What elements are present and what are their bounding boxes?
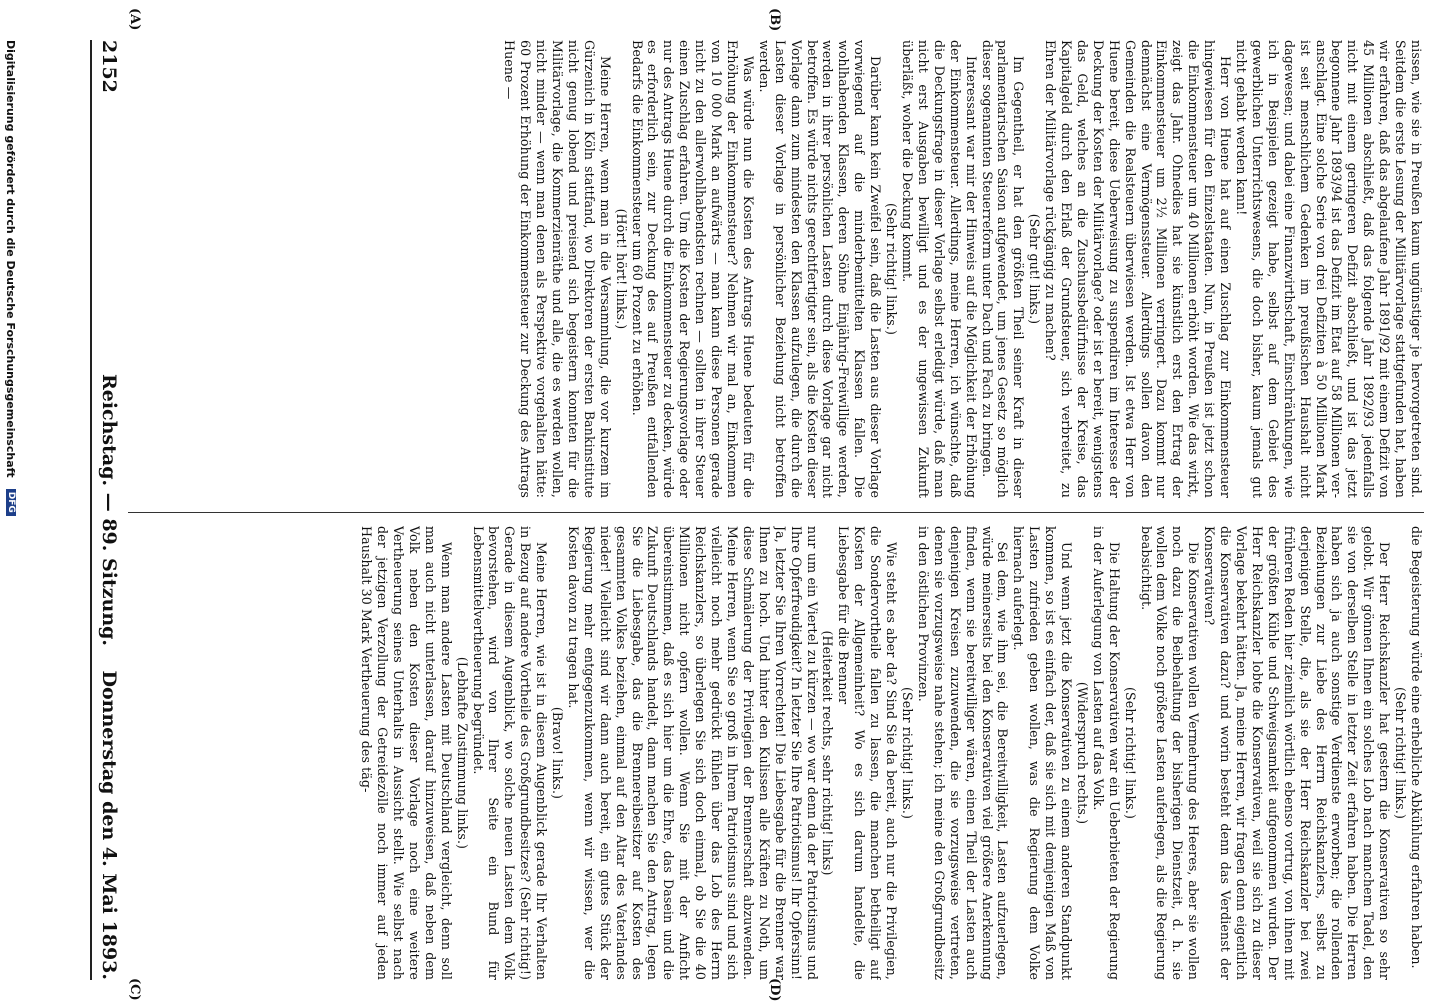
paragraph: Die Konservativen wollen Vermehrung des Heeres, aber sie wollen noch dazu die Beibehaltung der bisherigen Dienstzeit, d. h. sie wollen dem Volke noch größere Lasten auferlegen, als die Regierung beabsichtigt. [1138,526,1202,980]
paragraph: Im Gegentheil, er hat den größten Theil seiner Kraft in dieser parlamentarischen Saison aufgewendet, um jenes Gesetz so möglich dieser sogenannten Steuerreform unter Dach und Fach zu bringen. [979,40,1027,498]
remark: (Widerspruch rechts.) [1074,681,1090,825]
paragraph: Und wenn jetzt die Konservativen zu einem anderen Standpunkt kommen, so ist es einfach der, daß sie sich mit demjenigen Maß von Lasten zufrieden geben wollen, was die Regierung dem Volke hiernach auferlegt. [1011,526,1075,980]
page-header [96,40,120,980]
margin-label-a: (A) [127,8,142,31]
header-rule [90,40,92,980]
right-column [128,526,1424,980]
paragraph: die Begeisterung würde eine erhebliche Abkühlung erfahren haben. [1409,526,1424,969]
paragraph: Der Herr Reichskanzler hat gestern die Konservativen so sehr gelobt. Wir gönnen Ihnen ein solches Lob nach manchem Tadel, den sie von derselben Stelle in letzter Zeit erfahren haben. Die Herren haben sich ja auch sonstige Verdienste erworben; die rollenden Beziehungen zur Liebe des Herrn Reichskanzlers, selbst zu derjenigen Stelle, die, als sie der Herr Reichskanzler bei zwei früheren Reden hier ziemlich wörtlich ebenso vortrug, von ihnen mit der größten Kühle und Schweigsamkeit aufgenommen wurden. Der Herr Reichskanzler lobte die Konservativen, weil sie sich zu dieser Vorlage bekehrt hätten. Ja, meine Herren, wir fragen denn eigentlich die Konservativen dazu? und worin besteht denn das Verdienst der Konservativen? [1202,526,1393,980]
paragraph: Interessant war mir der Hinweis auf die Möglichkeit der Erhöhung der Einkommensteuer. Allerdings, meine Herren, ich wünschte, daß die Deckungsfrage in dieser Vorlage selbst erledigt würde, daß man nicht erst Ausgaben bewilligt und es der ungewissen Zukunft überläßt, woher die Deckung kommt. [900,40,979,498]
column-divider [128,512,1424,513]
margin-label-d: (D) [767,978,782,1002]
left-column [128,40,1424,498]
paragraph: Darüber kann kein Zweifel sein, daß die Lasten aus dieser Vorlage vorwiegend auf die minderbemittelten Klassen fallen. Die wohlhabenden Klassen, deren Söhne Einjährig-Freiwillige werden, werden in ihrer persönlichen Lasten durch diese Vorlage gar nicht betroffen. Es würde nichts gerechtfertigter sein, als die Kosten dieser Vorlage dann zum mindesten den Klassen aufzulegen, die durch die Lasten dieser Vorlage in persönlicher Beziehung nicht betroffen werden. [756,40,884,498]
paragraph: Meine Herren, wenn man in die Versammlung, die vor kurzem im Gürzenich in Köln stattfand, wo Direktoren der ersten Bankinstitute nicht genug lobend und preisend sich begeistern konnten für die Militärvorlage, die Kommerzienräthe und alle, die es werden wollen, nicht minder — wenn man denen als Perspektive vorgehalten hätte: 60 Prozent Erhöhung der Einkommensteuer zur Deckung des Antrags Huene — [502,40,613,498]
paragraph: nissen, wie sie in Preußen kaum ungünstiger je hervorgetreten sind. Seitdem die erste Lesung der Militärvorlage stattgefunden hat, haben wir erfahren, daß das abgelaufene Jahr 1891/92 mit einem Defizit von 45 Millionen abschließt, daß das folgende Jahr 1892/93 jedenfalls nicht mit einem geringeren Defizit abschließt, und ist das jetzt begonnene Jahr 1893/94 ist das Defizit im Etat auf 58 Millionen veranschlagt. Eine solche Serie von drei Defiziten à 50 Millionen Mark ist seit menschlichem Gedenken im preußischen Haushalt nicht dagewesen; und dabei eine Finanzwirthschaft, Einschränkungen, wie ich in Beispielen gezeigt habe, selbst auf dem Gebiet des gewerblichen Unterrichtswesens, die doch bisher, kaum jemals gut nicht gehabt werden kann! [1234,40,1424,498]
margin-label-b: (B) [767,8,782,32]
remark: (Lebhafte Zustimmung links.) [454,656,470,850]
remark: (Heiterkeit rechts, sehr richtig! links) [820,630,836,876]
paragraph: Was würde nun die Kosten des Antrags Huene bedeuten für die Erhöhung der Einkommensteuer? Nehmen wir mal an, Einkommen von 10 000 Mark an aufwärts — man kann diese Personen gerade nicht zu den allerwohlhabendsten rechnen — sollten in ihrer Steuer einen Zuschlag erfahren. Um die Kosten der Regierungsvorlage oder nur des Antrags Huene durch die Einkommensteuer zu decken, würde es erforderlich sein, zur Deckung des auf Preußen entfallenden Bedarfs die Einkommensteuer um 60 Prozent zu erhöhen. [629,40,756,498]
remark: (Sehr richtig! links.) [1393,687,1409,819]
session-date: Donnerstag den 4. Mai 1893. [98,670,120,980]
dfg-logo: DFG [7,489,17,516]
paragraph: nur um ein Viertel zu kürzen — wo war denn da der Patriotismus und Ihre Opferfreudigkeit? In letzter Sie Ihre Patriotismus! Ihr Opfersinn! Ja, letzter Sie Ihren Vorrechten! Die Liebesgabe für die Brenner war Ihnen zu hoch. Und hinter den Kulissen alle Kräften zu Noth, um diese Schmälerung der Privilegien der Brennerschaft abzuwenden. Meine Herren, wenn Sie so groß in Ihrem Patriotismus sind und sich vielleicht noch mehr gedrückt fühlen über das Lob des Herrn Reichskanzlers, so überlegen Sie sich doch einmal, ob Sie die 40 Millionen nicht opfern wollen. Wenn Sie mit der Anficht übereinstimmen, daß es sich hier um die Ehre, das Dasein und die Zukunft Deutschlands handelt, dann machen Sie den Antrag, legen Sie die Liebesgabe, das die Brennereibesitzer auf Kosten des gesammten Volkes beziehen, einmal auf den Altar des Vaterlandes nieder! Vielleicht sind wir dann auch bereit, ein gutes Stück der Regierung mehr entgegenzukommen, wenn wir wissen, wer die Kosten davon zu tragen hat. [565,526,820,980]
paragraph: Wenn man andere Lasten mit Deutschland vergleicht, denn soll man auch nicht unterlassen, darauf hinzuweisen, daß neben dem Volk neben den Kosten dieser Vorlage noch eine weitere Vertheuerung seines Unterhalts in Aussicht stellt. Wie selbst nach der jetzigen Verzollung der Getreidezölle noch immer auf jeden Haushalt 30 Mark Vertheuerung des täg- [359,526,454,980]
session-title: Reichstag. — 89. Sitzung. [98,373,120,647]
paragraph: Die Haltung der Konservativen war ein Ueberbieten der Regierung in der Auferlegung von Lasten auf das Volk. [1090,526,1122,980]
paragraph: Herr von Huene hat auf einen Zuschlag zur Einkommensteuer hingewiesen für den Einzelstaaten. Nun, in Preußen ist jetzt schon die Einkommensteuer um 40 Millionen erhöht worden. Wie das wirkt, zeigt das Jahr. Ohnedies hat sie künstlich erst den Ertrag der Einkommensteuer um 2½ Millionen verringert. Dazu kommt nur demnächst eine Vermögenssteuer. Allerdings sollen davon den Gemeinden die Realsteuern überwiesen werden. Ist etwa Herr von Huene bereit, diese Ueberweisung zu suspendiren im Interesse der Deckung der Kosten der Militärvorlage? oder ist er bereit, wenigstens das Geld, welches an die Zuschussbedürfnisse der Kreise, das Kapitalgeld durch den Erlaß der Grundsteuer, sich verbreitet, zu Ehren der Militärvorlage rückgängig zu machen? [1043,40,1234,498]
page-number: 2152 [98,40,120,93]
paragraph: Sei dem, wie ihm sei, die Bereitwilligkeit, Lasten aufzuerlegen, würde meinerseits bei den Konservativen viel größere Anerkennung finden, wenn sie bereitwilliger wären, einen Theil der Lasten auch denjenigen Kreisen zuzuwenden, die sie vorzugsweise vertreten, denen sie vorzugsweise nahe stehen; ich meine den Großgrundbesitz in den östlichen Provinzen. [915,526,1011,980]
remark: (Sehr richtig! links.) [884,203,900,335]
paragraph: Meine Herren, wie ist in diesem Augenblick gerade Ihr Verhalten in Bezug auf andere Vortheile des Großgrundbesitzes? (Sehr richtig!) Gerade in diesem Augenblick, wo solche neuen Lasten dem Volk bevorstehen, wird von Ihrer Seite ein Bund für Lebensmittelvertheuerung begründet. [470,526,550,980]
remark: (Bravo! links.) [550,706,566,800]
footer-credit: Digitalisierung gefördert durch die Deutsche Forschungsgemeinschaft [4,40,17,478]
paragraph: Wie steht es aber da? Sind Sie da bereit, auch nur die Privilegien, die Sondervortheile fallen zu lassen, die manchen betheiligt auf Kosten der Allgemeinheit? Wo es sich darum handelte, die Liebesgabe für die Brenner [836,526,900,980]
remark: (Sehr gut! links.) [1027,213,1043,325]
remark: (Sehr richtig! links.) [1122,687,1138,819]
remark: (Hört! hört! links.) [613,208,629,330]
digitization-footer [6,40,22,980]
margin-label-c: (C) [127,978,142,1001]
remark: (Sehr richtig! links.) [900,687,915,819]
